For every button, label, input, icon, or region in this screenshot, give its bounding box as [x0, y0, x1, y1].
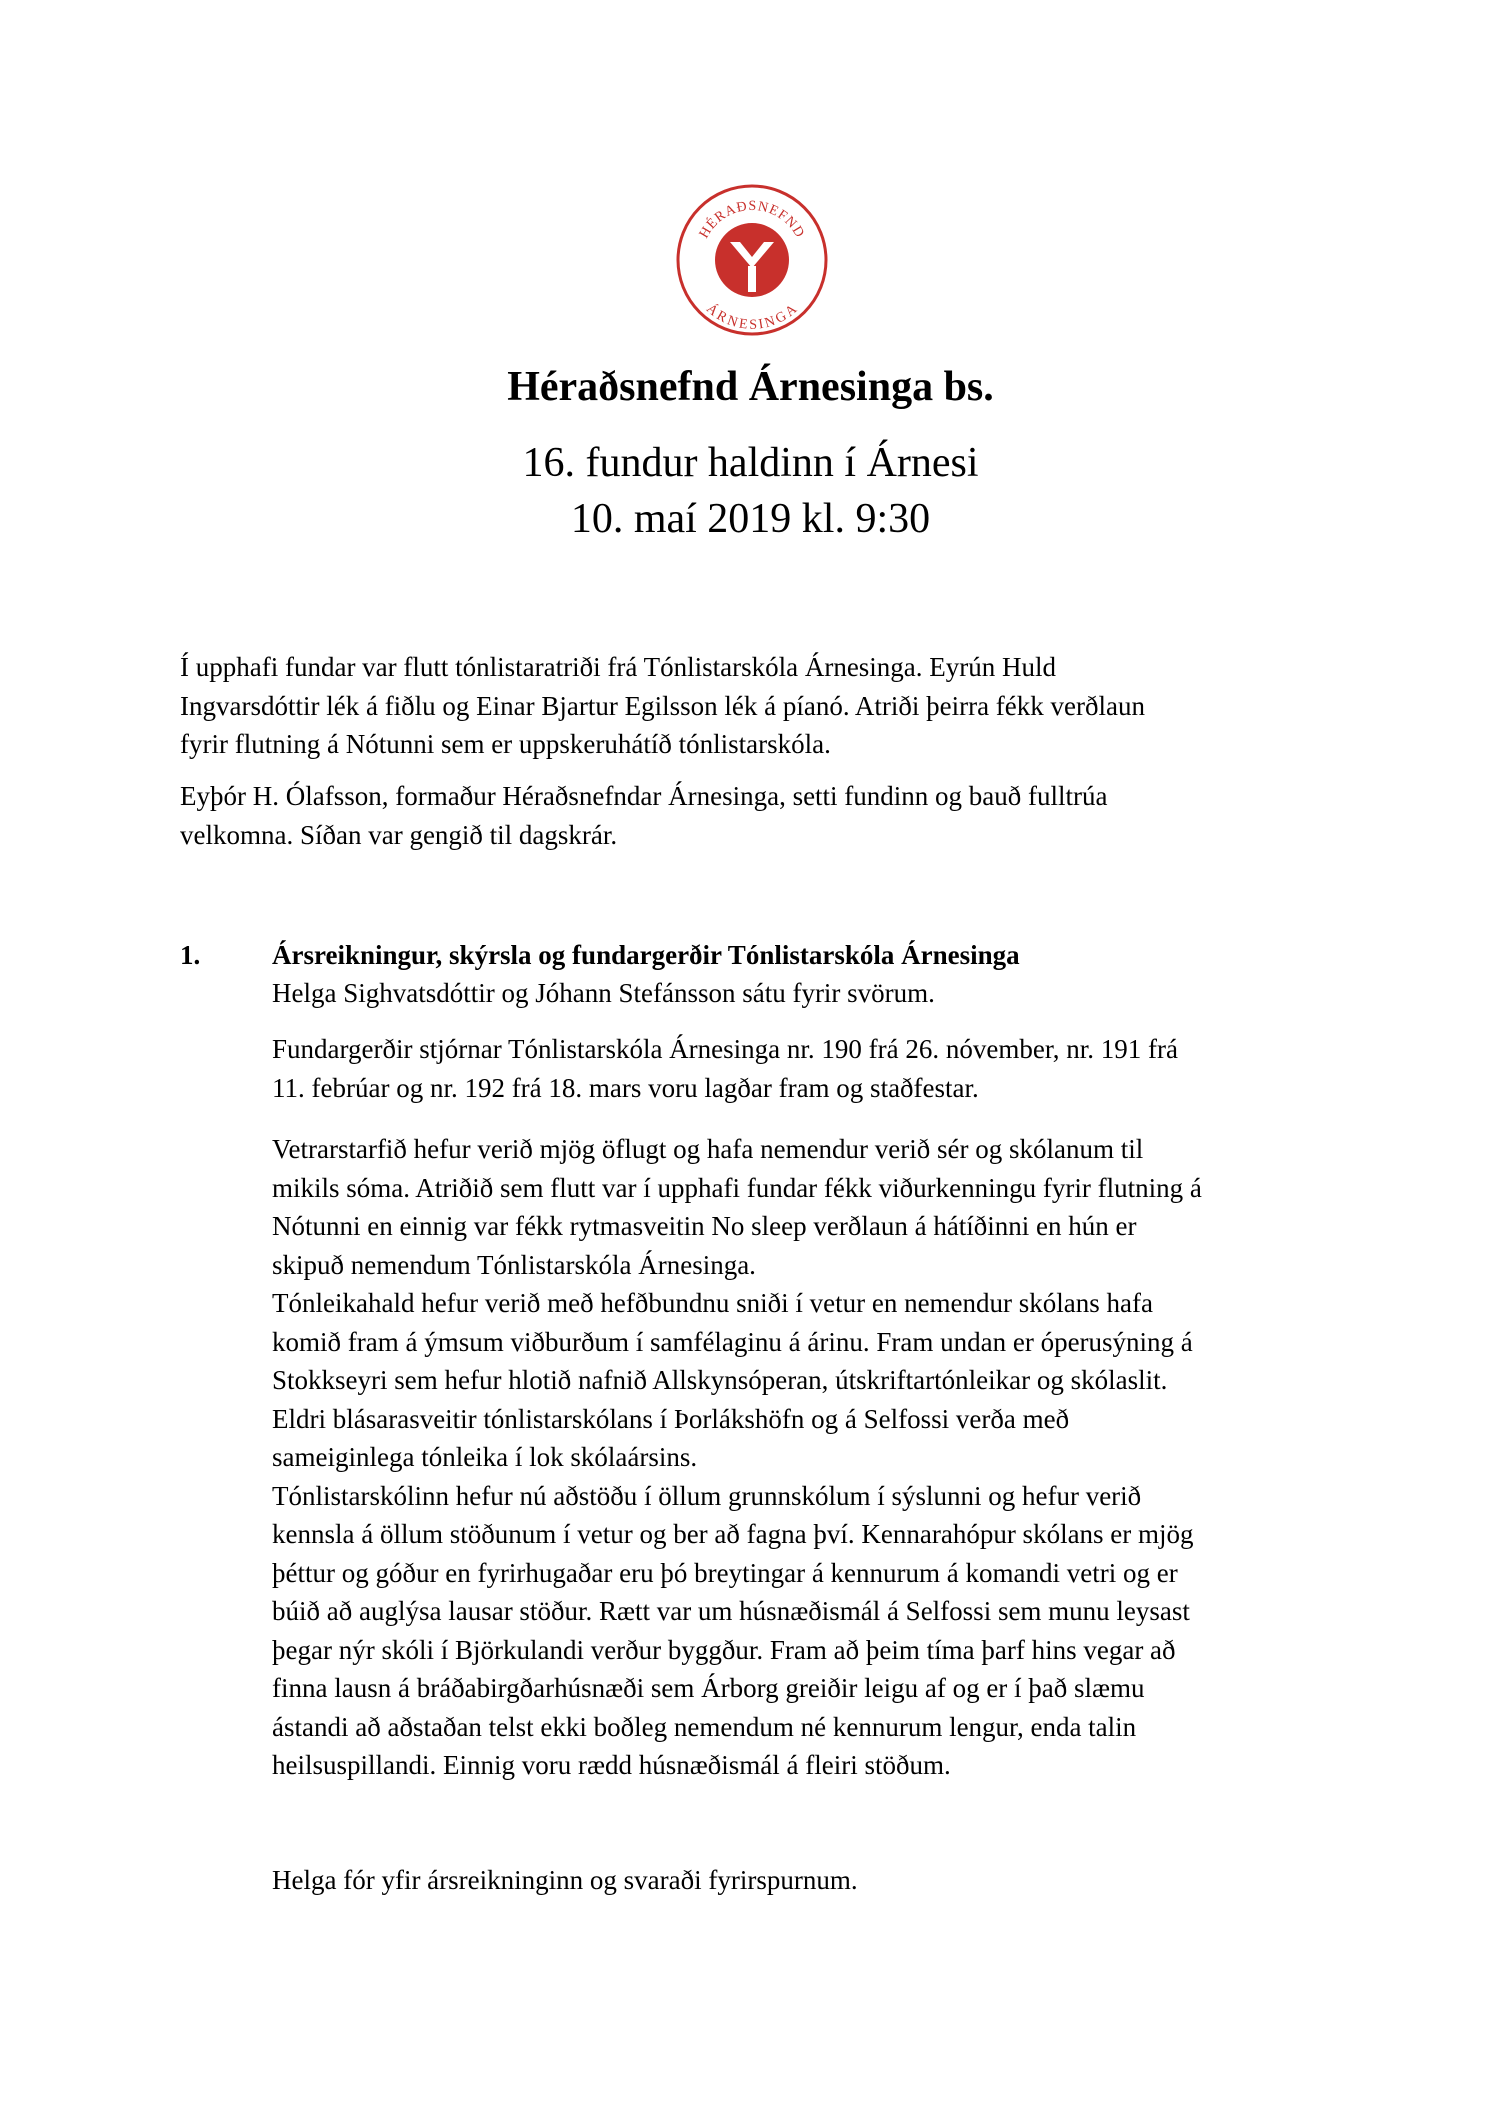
text-line: þéttur og góður en fyrirhugaðar eru þó breytingar á kennurum á komandi vetri og er [272, 1557, 1178, 1588]
svg-text:ÁRNESINGA [703, 300, 801, 333]
intro-paragraph-1 [180, 648, 1360, 764]
intro-paragraph-2 [180, 777, 1360, 854]
meeting-subtitle: 16. fundur haldinn í Árnesi [522, 440, 979, 486]
text-line: mikils sóma. Atriðið sem flutt var í upphafi fundar fékk viðurkenningu fyrir flutning á [272, 1172, 1202, 1203]
agenda-item-attendees [272, 974, 1352, 1013]
text-line: komið fram á ýmsum viðburðum í samfélaginu á árinu. Fram undan er óperusýning á [272, 1326, 1193, 1357]
text-line: velkomna. Síðan var gengið til dagskrár. [180, 819, 618, 850]
meeting-info [0, 435, 1501, 547]
text-line: finna lausn á bráðabirgðarhúsnæði sem Árborg greiðir leigu af og er í það slæmu [272, 1673, 1145, 1703]
text-line: Vetrarstarfið hefur verið mjög öflugt og hafa nemendur verið sér og skólanum til [272, 1134, 1144, 1164]
text-line: Helga Sighvatsdóttir og Jóhann Stefánsson sátu fyrir svörum. [272, 978, 935, 1008]
text-line: 11. febrúar og nr. 192 frá 18. mars voru lagðar fram og staðfestar. [272, 1072, 979, 1103]
text-line: Nótunni en einnig var fékk rytmasveitin No sleep verðlaun á hátíðinni en hún er [272, 1211, 1137, 1241]
logo-text-bottom: ÁRNESINGA [703, 301, 801, 333]
text-line: þegar nýr skóli í Björkulandi verður byggður. Fram að þeim tíma þarf hins vegar að [272, 1634, 1176, 1665]
closing-paragraph [272, 1861, 1352, 1900]
text-line: Helga fór yfir ársreikninginn og svaraði fyrirspurnum. [272, 1865, 858, 1895]
text-line: kennsla á öllum stöðunum í vetur og ber að fagna því. Kennarahópur skólans er mjög [272, 1519, 1194, 1549]
text-line: Í upphafi fundar var flutt tónlistaratriði frá Tónlistarskóla Árnesinga. Eyrún Huld [180, 652, 1057, 682]
text-line: Stokkseyri sem hefur hlotið nafnið Allskynsóperan, útskriftartónleikar og skólaslit. [272, 1365, 1168, 1395]
text-line: Eldri blásarasveitir tónlistarskólans í Þorlákshöfn og á Selfossi verða með [272, 1403, 1070, 1434]
agenda-item-number: 1. [180, 940, 201, 970]
text-line: sameiginlega tónleika í lok skólaársins. [272, 1442, 698, 1472]
text-line: fyrir flutning á Nótunni sem er uppskeruhátíð tónlistarskóla. [180, 729, 831, 759]
text-line: heilsuspillandi. Einnig voru rædd húsnæðismál á fleiri stöðum. [272, 1750, 951, 1780]
text-line: Eyþór H. Ólafsson, formaður Héraðsnefndar Árnesinga, setti fundinn og bauð fulltrúa [180, 781, 1108, 811]
report-paragraph [272, 1130, 1352, 1785]
agenda-item-heading: Ársreikningur, skýrsla og fundargerðir Tónlistarskóla Árnesinga [272, 940, 1020, 970]
logo-text-top: HÉRAÐSNEFND [696, 198, 808, 242]
text-line: skipuð nemendum Tónlistarskóla Árnesinga. [272, 1249, 756, 1280]
text-line: ástandi að aðstaðan telst ekki boðleg nemendum né kennurum lengur, enda talin [272, 1711, 1137, 1742]
text-line: Tónleikahald hefur verið með hefðbundnu sniði í vetur en nemendur skólans hafa [272, 1288, 1153, 1318]
text-line: Ingvarsdóttir lék á fiðlu og Einar Bjartur Egilsson lék á píanó. Atriði þeirra fékk verðlaun [180, 690, 1145, 721]
meeting-date: 10. maí 2019 kl. 9:30 [570, 496, 931, 542]
text-line: Fundargerðir stjórnar Tónlistarskóla Árnesinga nr. 190 frá 26. nóvember, nr. 191 frá [272, 1034, 1178, 1064]
text-line: búið að auglýsa lausar stöður. Rætt var um húsnæðismál á Selfossi sem munu leysast [272, 1596, 1190, 1626]
text-line: Tónlistarskólinn hefur nú aðstöðu í öllum grunnskólum í sýslunni og hefur verið [272, 1480, 1142, 1511]
heradsnefnd-logo [672, 180, 832, 340]
minutes-paragraph [272, 1030, 1352, 1107]
document-title: Héraðsnefnd Árnesinga bs. [507, 364, 994, 410]
